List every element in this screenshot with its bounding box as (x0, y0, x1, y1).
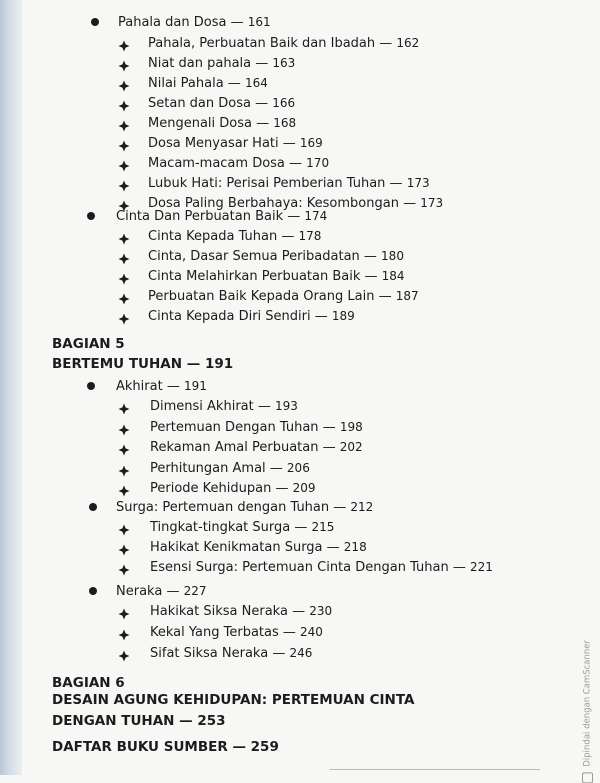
four-point-diamond-bullet-icon (118, 157, 130, 169)
entry-title: Cinta Kepada Diri Sendiri (148, 309, 311, 324)
entry-title: Cinta Kepada Tuhan (148, 229, 278, 244)
entry-page: 202 (339, 440, 363, 454)
entry-title: Mengenali Dosa (148, 116, 252, 131)
entry-page: 173 (406, 176, 430, 190)
entry-separator: — (223, 76, 245, 91)
entry-page: 170 (306, 156, 330, 170)
entry-separator: — (226, 15, 248, 30)
sub-entry (148, 95, 295, 112)
four-point-diamond-bullet-icon (118, 77, 130, 89)
four-point-diamond-bullet-icon (118, 177, 130, 189)
entry-title: Nilai Pahala (148, 76, 224, 91)
entry-separator: — (251, 116, 274, 131)
part-page: 253 (197, 713, 226, 729)
entry-title: Pahala dan Dosa (118, 15, 227, 30)
sub-entry (150, 419, 363, 436)
sub-entry (148, 308, 355, 325)
part-label: BAGIAN 5 (52, 336, 125, 352)
four-point-diamond-bullet-icon (118, 270, 130, 282)
section-entry (116, 499, 373, 516)
four-point-diamond-bullet-icon (118, 647, 130, 659)
entry-page: 209 (292, 481, 316, 495)
entry-title: Pahala, Perbuatan Baik dan Ibadah (148, 36, 376, 51)
entry-title: Neraka (116, 584, 163, 599)
entry-page: 174 (304, 209, 328, 223)
part-label: BAGIAN 6 (52, 675, 125, 691)
entry-separator: — (278, 625, 301, 640)
sub-entry (148, 115, 296, 132)
four-point-diamond-bullet-icon (118, 400, 130, 412)
sub-entry (150, 519, 334, 536)
entry-separator: — (290, 520, 312, 535)
entry-separator: — (360, 269, 382, 284)
four-point-diamond-bullet-icon (118, 97, 130, 109)
section-entry (116, 208, 327, 225)
entry-title: Cinta Dan Perbuatan Baik (116, 209, 284, 224)
entry-separator: — (250, 96, 273, 111)
section-entry (118, 14, 271, 31)
sub-entry (148, 135, 323, 152)
entry-title: Pertemuan Dengan Tuhan (150, 420, 319, 435)
entry-separator: — (227, 739, 251, 755)
four-point-diamond-bullet-icon (118, 626, 130, 638)
entry-title: Macam-macam Dosa (148, 156, 285, 171)
entry-separator: — (284, 156, 307, 171)
sub-entry (150, 603, 332, 620)
part-page: 191 (204, 356, 234, 372)
entry-page: 168 (273, 116, 297, 130)
entry-separator: — (322, 540, 344, 555)
sub-entry (148, 248, 404, 265)
entry-page: 212 (350, 500, 374, 514)
bibliography-page: 259 (250, 739, 279, 755)
sub-entry (148, 75, 268, 92)
entry-page: 180 (381, 249, 404, 263)
bullet-dot-icon (91, 18, 99, 26)
entry-separator: — (375, 36, 397, 51)
four-point-diamond-bullet-icon (118, 561, 130, 573)
entry-title: Perbuatan Baik Kepada Orang Lain (148, 289, 375, 304)
sub-entry (148, 55, 295, 72)
entry-page: 173 (420, 196, 444, 210)
four-point-diamond-bullet-icon (118, 117, 130, 129)
entry-separator: — (329, 500, 351, 515)
sub-entry (150, 645, 312, 662)
entry-title: Akhirat (116, 379, 163, 394)
entry-title: Setan dan Dosa (148, 96, 251, 111)
entry-title: Dosa Menyasar Hati (148, 136, 279, 151)
sub-entry (150, 559, 493, 576)
entry-separator: — (318, 440, 340, 455)
entry-separator: — (359, 249, 382, 264)
bullet-dot-icon (87, 212, 95, 220)
entry-title: Cinta Melahirkan Perbuatan Baik (148, 269, 361, 284)
sub-entry (150, 398, 298, 415)
entry-title: Hakikat Kenikmatan Surga (150, 540, 323, 555)
entry-title: Esensi Surga: Pertemuan Cinta Dengan Tuhan (150, 560, 449, 575)
section-entry (116, 583, 206, 600)
four-point-diamond-bullet-icon (118, 521, 130, 533)
bibliography-title: DAFTAR BUKU SUMBER (52, 739, 228, 755)
camscanner-logo-icon (582, 772, 593, 783)
entry-separator: — (287, 604, 310, 619)
entry-title: Perhitungan Amal (150, 461, 266, 476)
entry-page: 230 (309, 604, 333, 618)
entry-title: Kekal Yang Terbatas (150, 625, 279, 640)
entry-page: 169 (299, 136, 323, 150)
four-point-diamond-bullet-icon (118, 541, 130, 553)
entry-page: 227 (183, 584, 207, 598)
entry-page: 161 (247, 15, 271, 29)
entry-page: 191 (183, 379, 207, 393)
entry-title: Lubuk Hati: Perisai Pemberian Tuhan (148, 176, 386, 191)
entry-separator: — (278, 136, 300, 151)
sub-entry (150, 460, 310, 477)
four-point-diamond-bullet-icon (118, 421, 130, 433)
bottom-rule (330, 769, 540, 770)
entry-title: Rekaman Amal Perbuatan (150, 440, 319, 455)
entry-separator: — (448, 560, 471, 575)
entry-page: 189 (331, 309, 355, 323)
sub-entry (148, 288, 419, 305)
entry-separator: — (271, 481, 293, 496)
entry-title: Surga: Pertemuan dengan Tuhan (116, 500, 330, 515)
four-point-diamond-bullet-icon (118, 57, 130, 69)
entry-title: Sifat Siksa Neraka (150, 646, 269, 661)
sub-entry (148, 268, 405, 285)
entry-title: Dosa Paling Berbahaya: Kesombongan (148, 196, 399, 211)
four-point-diamond-bullet-icon (118, 137, 130, 149)
entry-separator: — (265, 461, 287, 476)
entry-page: 184 (381, 269, 405, 283)
sub-entry (148, 175, 430, 192)
watermark-text: Dipindai dengan CamScanner (582, 640, 593, 767)
entry-separator: — (318, 420, 340, 435)
four-point-diamond-bullet-icon (118, 310, 130, 322)
sub-entry (148, 35, 419, 52)
entry-title: Niat dan pahala (148, 56, 252, 71)
scanner-watermark (582, 640, 593, 783)
part-title-text: BERTEMU TUHAN (52, 356, 183, 372)
entry-page: 162 (396, 36, 420, 50)
four-point-diamond-bullet-icon (118, 250, 130, 262)
entry-title: Hakikat Siksa Neraka (150, 604, 288, 619)
four-point-diamond-bullet-icon (118, 37, 130, 49)
entry-page: 240 (300, 625, 323, 639)
entry-page: 164 (244, 76, 268, 90)
entry-title: Periode Kehidupan (150, 481, 272, 496)
entry-page: 166 (272, 96, 296, 110)
entry-separator: — (162, 584, 184, 599)
entry-separator: — (251, 56, 273, 71)
entry-separator: — (277, 229, 299, 244)
entry-separator: — (385, 176, 407, 191)
part-title (52, 356, 233, 372)
entry-page: 218 (343, 540, 367, 554)
entry-page: 163 (272, 56, 296, 70)
entry-page: 193 (275, 399, 298, 413)
sub-entry (150, 539, 367, 556)
sub-entry (150, 624, 323, 641)
entry-page: 187 (395, 289, 419, 303)
bibliography-entry (52, 739, 279, 755)
section-entry (116, 378, 207, 395)
four-point-diamond-bullet-icon (118, 605, 130, 617)
sub-entry (148, 155, 329, 172)
bullet-dot-icon (89, 503, 97, 511)
entry-page: 215 (311, 520, 335, 534)
part-title-line1: DESAIN AGUNG KEHIDUPAN: PERTEMUAN CINTA (52, 692, 415, 708)
entry-separator: — (310, 309, 332, 324)
entry-separator: — (398, 196, 421, 211)
entry-page: 246 (289, 646, 313, 660)
bullet-dot-icon (89, 587, 97, 595)
four-point-diamond-bullet-icon (118, 230, 130, 242)
sub-entry (148, 228, 321, 245)
sub-entry (150, 480, 316, 497)
entry-title: Dimensi Akhirat (150, 399, 254, 414)
entry-separator: — (253, 399, 275, 414)
entry-page: 206 (286, 461, 310, 475)
entry-title: Cinta, Dasar Semua Peribadatan (148, 249, 360, 264)
entry-page: 221 (470, 560, 493, 574)
entry-separator: — (374, 289, 396, 304)
sub-entry (150, 439, 363, 456)
entry-page: 178 (298, 229, 322, 243)
entry-separator: — (162, 379, 184, 394)
four-point-diamond-bullet-icon (118, 462, 130, 474)
four-point-diamond-bullet-icon (118, 482, 130, 494)
entry-title: Tingkat-tingkat Surga (150, 520, 291, 535)
bullet-dot-icon (87, 382, 95, 390)
part-title-text: DENGAN TUHAN (52, 713, 175, 729)
entry-separator: — (268, 646, 290, 661)
entry-separator: — (182, 356, 205, 372)
part-title-line2 (52, 713, 226, 729)
entry-separator: — (174, 713, 198, 729)
four-point-diamond-bullet-icon (118, 290, 130, 302)
entry-separator: — (283, 209, 305, 224)
entry-page: 198 (339, 420, 363, 434)
four-point-diamond-bullet-icon (118, 441, 130, 453)
